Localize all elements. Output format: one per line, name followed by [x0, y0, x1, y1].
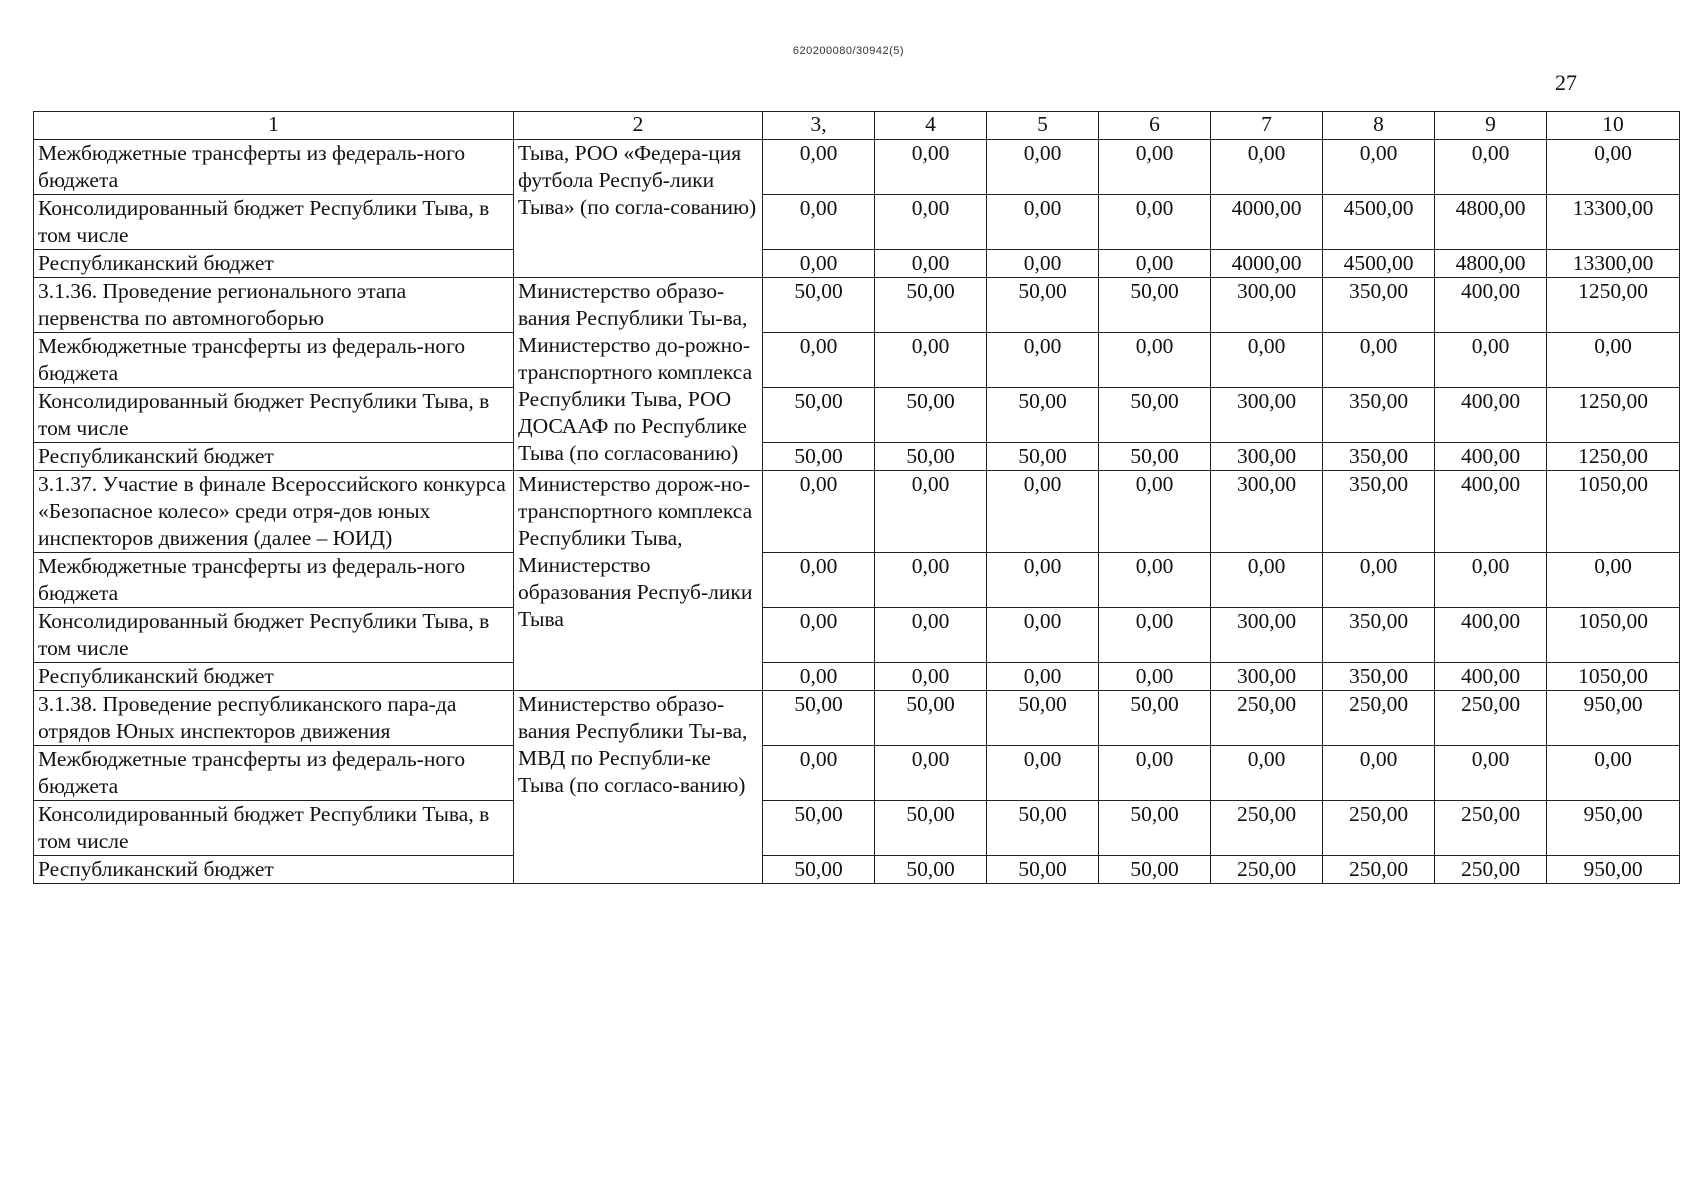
value-cell: 250,00	[1211, 691, 1323, 746]
value-cell: 50,00	[987, 691, 1099, 746]
value-cell: 4800,00	[1435, 250, 1547, 278]
value-cell: 250,00	[1323, 856, 1435, 884]
responsible-executor: Министерство образо-вания Республики Ты-ва, Министерство до-рожно-транспортного комплекса Республики Тыва, РОО ДОСААФ по Республике Тыва (по согласованию)	[514, 278, 763, 471]
row-label: Консолидированный бюджет Республики Тыва, в том числе	[34, 801, 514, 856]
value-cell: 350,00	[1323, 443, 1435, 471]
value-cell: 0,00	[1547, 140, 1680, 195]
value-cell: 1050,00	[1547, 608, 1680, 663]
value-cell: 0,00	[875, 471, 987, 553]
value-cell: 0,00	[987, 250, 1099, 278]
responsible-executor: Министерство дорож-но-транспортного комплекса Республики Тыва, Министерство образования Респуб-лики Тыва	[514, 471, 763, 691]
page-number: 27	[1555, 70, 1577, 95]
row-label: Межбюджетные трансферты из федераль-ного бюджета	[34, 553, 514, 608]
value-cell: 0,00	[875, 333, 987, 388]
value-cell: 0,00	[763, 553, 875, 608]
row-label: Республиканский бюджет	[34, 663, 514, 691]
value-cell: 50,00	[1099, 801, 1211, 856]
value-cell: 50,00	[875, 801, 987, 856]
value-cell: 0,00	[1099, 250, 1211, 278]
value-cell: 250,00	[1435, 856, 1547, 884]
table-row	[34, 663, 1680, 691]
value-cell: 0,00	[1435, 746, 1547, 801]
value-cell: 4800,00	[1435, 195, 1547, 250]
value-cell: 1250,00	[1547, 278, 1680, 333]
value-cell: 0,00	[1323, 746, 1435, 801]
column-header: 1	[34, 112, 514, 140]
value-cell: 0,00	[987, 608, 1099, 663]
value-cell: 250,00	[1435, 801, 1547, 856]
table-row	[34, 471, 1680, 553]
column-header: 9	[1435, 112, 1547, 140]
value-cell: 0,00	[1323, 140, 1435, 195]
value-cell: 300,00	[1211, 278, 1323, 333]
value-cell: 350,00	[1323, 388, 1435, 443]
value-cell: 0,00	[1099, 140, 1211, 195]
value-cell: 350,00	[1323, 278, 1435, 333]
row-label: Межбюджетные трансферты из федераль-ного бюджета	[34, 140, 514, 195]
value-cell: 50,00	[763, 278, 875, 333]
value-cell: 0,00	[1547, 553, 1680, 608]
table-row	[34, 250, 1680, 278]
responsible-executor: Тыва, РОО «Федера-ция футбола Респуб-лики Тыва» (по согла-сованию)	[514, 140, 763, 278]
value-cell: 400,00	[1435, 471, 1547, 553]
value-cell: 50,00	[875, 443, 987, 471]
value-cell: 0,00	[763, 608, 875, 663]
value-cell: 0,00	[763, 195, 875, 250]
value-cell: 0,00	[1211, 333, 1323, 388]
value-cell: 0,00	[1435, 553, 1547, 608]
value-cell: 0,00	[875, 250, 987, 278]
value-cell: 0,00	[987, 333, 1099, 388]
document-id: 620200080/30942(5)	[792, 45, 905, 57]
value-cell: 0,00	[1211, 746, 1323, 801]
value-cell: 950,00	[1547, 691, 1680, 746]
value-cell: 50,00	[1099, 278, 1211, 333]
value-cell: 0,00	[875, 140, 987, 195]
value-cell: 4500,00	[1323, 195, 1435, 250]
value-cell: 50,00	[987, 801, 1099, 856]
value-cell: 50,00	[1099, 388, 1211, 443]
value-cell: 0,00	[1099, 746, 1211, 801]
value-cell: 4500,00	[1323, 250, 1435, 278]
value-cell: 0,00	[987, 140, 1099, 195]
value-cell: 50,00	[987, 856, 1099, 884]
row-label: Межбюджетные трансферты из федераль-ного бюджета	[34, 746, 514, 801]
value-cell: 0,00	[1099, 608, 1211, 663]
value-cell: 400,00	[1435, 278, 1547, 333]
table-row	[34, 195, 1680, 250]
value-cell: 0,00	[1099, 333, 1211, 388]
value-cell: 300,00	[1211, 663, 1323, 691]
value-cell: 0,00	[1211, 140, 1323, 195]
table-row	[34, 691, 1680, 746]
column-header: 8	[1323, 112, 1435, 140]
value-cell: 0,00	[987, 663, 1099, 691]
value-cell: 50,00	[763, 691, 875, 746]
value-cell: 0,00	[763, 746, 875, 801]
value-cell: 0,00	[1435, 140, 1547, 195]
table-row	[34, 801, 1680, 856]
value-cell: 0,00	[1099, 553, 1211, 608]
value-cell: 1250,00	[1547, 443, 1680, 471]
value-cell: 400,00	[1435, 443, 1547, 471]
value-cell: 250,00	[1323, 691, 1435, 746]
value-cell: 0,00	[987, 746, 1099, 801]
value-cell: 50,00	[875, 856, 987, 884]
table-row	[34, 856, 1680, 884]
row-label: 3.1.36. Проведение регионального этапа первенства по автомногоборью	[34, 278, 514, 333]
column-header: 4	[875, 112, 987, 140]
value-cell: 300,00	[1211, 388, 1323, 443]
row-label: Республиканский бюджет	[34, 856, 514, 884]
value-cell: 0,00	[1323, 333, 1435, 388]
value-cell: 0,00	[987, 471, 1099, 553]
value-cell: 50,00	[763, 388, 875, 443]
value-cell: 400,00	[1435, 608, 1547, 663]
row-label: 3.1.38. Проведение республиканского пара-да отрядов Юных инспекторов движения	[34, 691, 514, 746]
value-cell: 250,00	[1323, 801, 1435, 856]
table-row	[34, 333, 1680, 388]
value-cell: 950,00	[1547, 856, 1680, 884]
column-header: 2	[514, 112, 763, 140]
value-cell: 50,00	[1099, 691, 1211, 746]
value-cell: 0,00	[763, 140, 875, 195]
value-cell: 250,00	[1211, 801, 1323, 856]
value-cell: 1250,00	[1547, 388, 1680, 443]
value-cell: 0,00	[1099, 663, 1211, 691]
value-cell: 0,00	[1547, 333, 1680, 388]
value-cell: 50,00	[763, 856, 875, 884]
value-cell: 300,00	[1211, 608, 1323, 663]
value-cell: 1050,00	[1547, 471, 1680, 553]
table-row	[34, 553, 1680, 608]
value-cell: 1050,00	[1547, 663, 1680, 691]
responsible-executor: Министерство образо-вания Республики Ты-ва, МВД по Республи-ке Тыва (по согласо-ванию)	[514, 691, 763, 884]
table-row	[34, 608, 1680, 663]
value-cell: 0,00	[1435, 333, 1547, 388]
value-cell: 250,00	[1435, 691, 1547, 746]
column-header: 10	[1547, 112, 1680, 140]
value-cell: 13300,00	[1547, 195, 1680, 250]
table-row	[34, 388, 1680, 443]
value-cell: 400,00	[1435, 388, 1547, 443]
column-number-row	[34, 112, 1680, 140]
row-label: Консолидированный бюджет Республики Тыва, в том числе	[34, 608, 514, 663]
row-label: 3.1.37. Участие в финале Всероссийского конкурса «Безопасное колесо» среди отря-дов юных инспекторов движения (далее – ЮИД)	[34, 471, 514, 553]
value-cell: 50,00	[1099, 856, 1211, 884]
value-cell: 350,00	[1323, 663, 1435, 691]
value-cell: 0,00	[987, 553, 1099, 608]
value-cell: 300,00	[1211, 443, 1323, 471]
column-header: 3,	[763, 112, 875, 140]
value-cell: 0,00	[763, 250, 875, 278]
value-cell: 950,00	[1547, 801, 1680, 856]
table-row	[34, 278, 1680, 333]
value-cell: 0,00	[763, 333, 875, 388]
value-cell: 50,00	[987, 388, 1099, 443]
value-cell: 0,00	[875, 746, 987, 801]
value-cell: 50,00	[987, 278, 1099, 333]
table-row	[34, 746, 1680, 801]
value-cell: 50,00	[875, 691, 987, 746]
value-cell: 50,00	[763, 443, 875, 471]
budget-table	[33, 111, 1680, 884]
value-cell: 0,00	[1211, 553, 1323, 608]
value-cell: 50,00	[763, 801, 875, 856]
value-cell: 0,00	[1099, 195, 1211, 250]
value-cell: 350,00	[1323, 471, 1435, 553]
value-cell: 0,00	[1547, 746, 1680, 801]
value-cell: 0,00	[1323, 553, 1435, 608]
row-label: Республиканский бюджет	[34, 443, 514, 471]
value-cell: 0,00	[763, 663, 875, 691]
table-row	[34, 140, 1680, 195]
value-cell: 50,00	[987, 443, 1099, 471]
table-row	[34, 443, 1680, 471]
value-cell: 0,00	[987, 195, 1099, 250]
value-cell: 13300,00	[1547, 250, 1680, 278]
value-cell: 0,00	[875, 663, 987, 691]
value-cell: 400,00	[1435, 663, 1547, 691]
value-cell: 50,00	[1099, 443, 1211, 471]
value-cell: 4000,00	[1211, 195, 1323, 250]
value-cell: 50,00	[875, 278, 987, 333]
column-header: 5	[987, 112, 1099, 140]
row-label: Республиканский бюджет	[34, 250, 514, 278]
value-cell: 0,00	[875, 195, 987, 250]
column-header: 7	[1211, 112, 1323, 140]
value-cell: 4000,00	[1211, 250, 1323, 278]
value-cell: 300,00	[1211, 471, 1323, 553]
value-cell: 0,00	[763, 471, 875, 553]
value-cell: 250,00	[1211, 856, 1323, 884]
row-label: Консолидированный бюджет Республики Тыва, в том числе	[34, 388, 514, 443]
row-label: Межбюджетные трансферты из федераль-ного бюджета	[34, 333, 514, 388]
row-label: Консолидированный бюджет Республики Тыва, в том числе	[34, 195, 514, 250]
column-header: 6	[1099, 112, 1211, 140]
value-cell: 0,00	[875, 608, 987, 663]
value-cell: 0,00	[875, 553, 987, 608]
value-cell: 50,00	[875, 388, 987, 443]
value-cell: 350,00	[1323, 608, 1435, 663]
value-cell: 0,00	[1099, 471, 1211, 553]
